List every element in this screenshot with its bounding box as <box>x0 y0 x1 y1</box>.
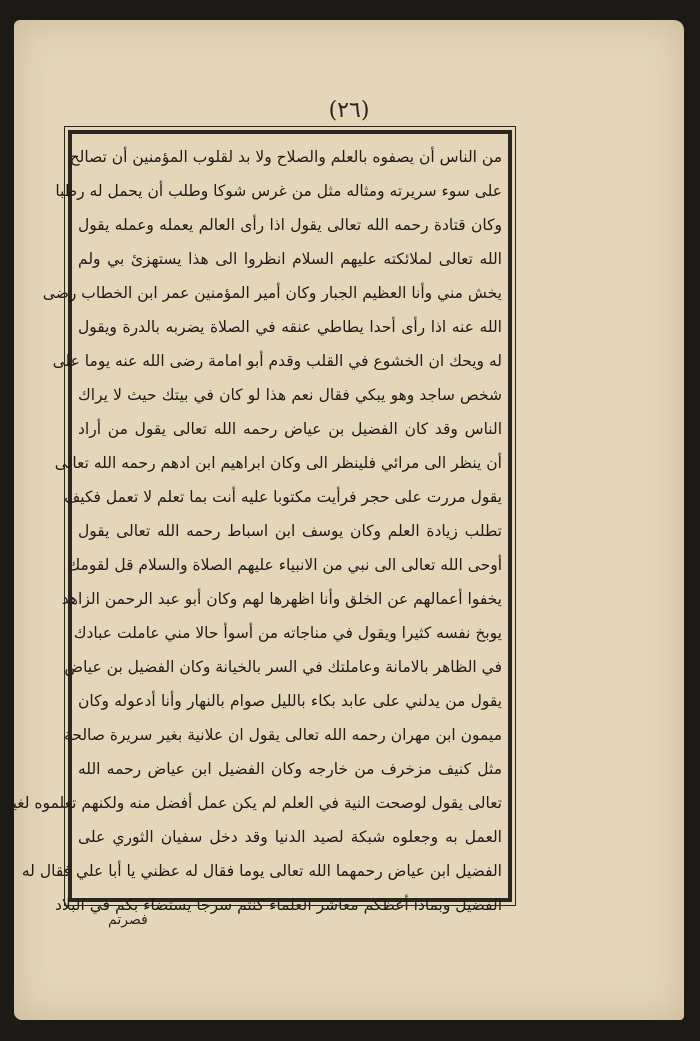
text-line: الفضيل وبماذا أعظكم معاشر العلماء كنتم سرجا يستضاء بكم في البلاد <box>54 896 502 914</box>
text-line: في الظاهر بالامانة وعاملتك في السر بالخيانة وكان الفضيل بن عياض <box>64 658 502 676</box>
text-line: يخش مني وأنا العظيم الجبار وكان أمير المؤمنين عمر ابن الخطاب رضى <box>42 284 502 302</box>
text-line: يقول من يدلني على عابد بكاء بالليل صوام بالنهار وأنا أدعوله وكان <box>78 692 502 710</box>
text-line: الله عنه اذا رأى أحدا يطاطي عنقه في الصلاة يضربه بالدرة ويقول <box>78 318 502 336</box>
text-line: شخص ساجد وهو يبكي فقال نعم هذا لو كان في بيتك حيث لا يراك <box>78 386 502 404</box>
text-line: أن ينظر الى مرائي فلينظر الى وكان ابراهيم ابن ادهم رحمه الله تعالى <box>54 454 502 472</box>
text-line: الفضيل ابن عياض رحمهما الله تعالى يوما فقال له عظني يا أبا علي فقال له <box>21 862 502 880</box>
text-line: من الناس أن يصفوه بالعلم والصلاح ولا بد لقلوب المؤمنين أن تصالح <box>69 148 502 166</box>
manuscript-page <box>4 20 684 1020</box>
text-line: له ويحك ان الخشوع في القلب وقدم أبو امامة رضى الله عنه يوما على <box>52 352 502 370</box>
text-line: ميمون ابن مهران رحمه الله تعالى يقول ان علانية بغير سريرة صالحة <box>64 726 502 744</box>
catchword: فصرتم <box>108 912 148 928</box>
text-frame <box>4 130 512 914</box>
text-line: العمل به وجعلوه شبكة لصيد الدنيا وقد دخل سفيان الثوري على <box>78 828 502 846</box>
text-line: مثل كنيف مزخرف من خارجه وكان الفضيل ابن عياض رحمه الله <box>78 760 502 778</box>
page-number: (٢٦) <box>328 98 370 123</box>
text-line: على سوء سريرته ومثاله مثل من غرس شوكا وطلب أن يحمل له رطبا <box>55 182 502 200</box>
text-line: تعالى يقول لوصحت النية في العلم لم يكن عمل أفضل منه ولكنهم تعلموه لغير <box>4 794 502 812</box>
text-line: الله تعالى لملائكته عليهم السلام انظروا الى هذا يستهزئ بي ولم <box>78 250 502 268</box>
text-line: يقول مررت على حجر فرأيت مكتوبا عليه أنت بما تعلم لا تعمل فكيف <box>64 488 502 506</box>
text-line: الناس وقد كان الفضيل بن عياض رحمه الله تعالى يقول من أراد <box>78 420 502 438</box>
text-line: يخفوا أعمالهم عن الخلق وأنا اظهرها لهم وكان أبو عبد الرحمن الزاهد <box>61 590 502 608</box>
text-line: أوحى الله تعالى الى نبي من الانبياء عليهم الصلاة والسلام قل لقومك <box>67 556 502 574</box>
body-text <box>4 140 502 914</box>
text-line: تطلب زيادة العلم وكان يوسف ابن اسباط رحمه الله تعالى يقول <box>78 522 502 540</box>
text-line: وكان قتادة رحمه الله تعالى يقول اذا رأى العالم يعمله وعمله يقول <box>78 216 502 234</box>
text-line: يوبخ نفسه كثيرا ويقول في مناجاته من أسوأ حالا مني عاملت عبادك <box>73 624 502 642</box>
